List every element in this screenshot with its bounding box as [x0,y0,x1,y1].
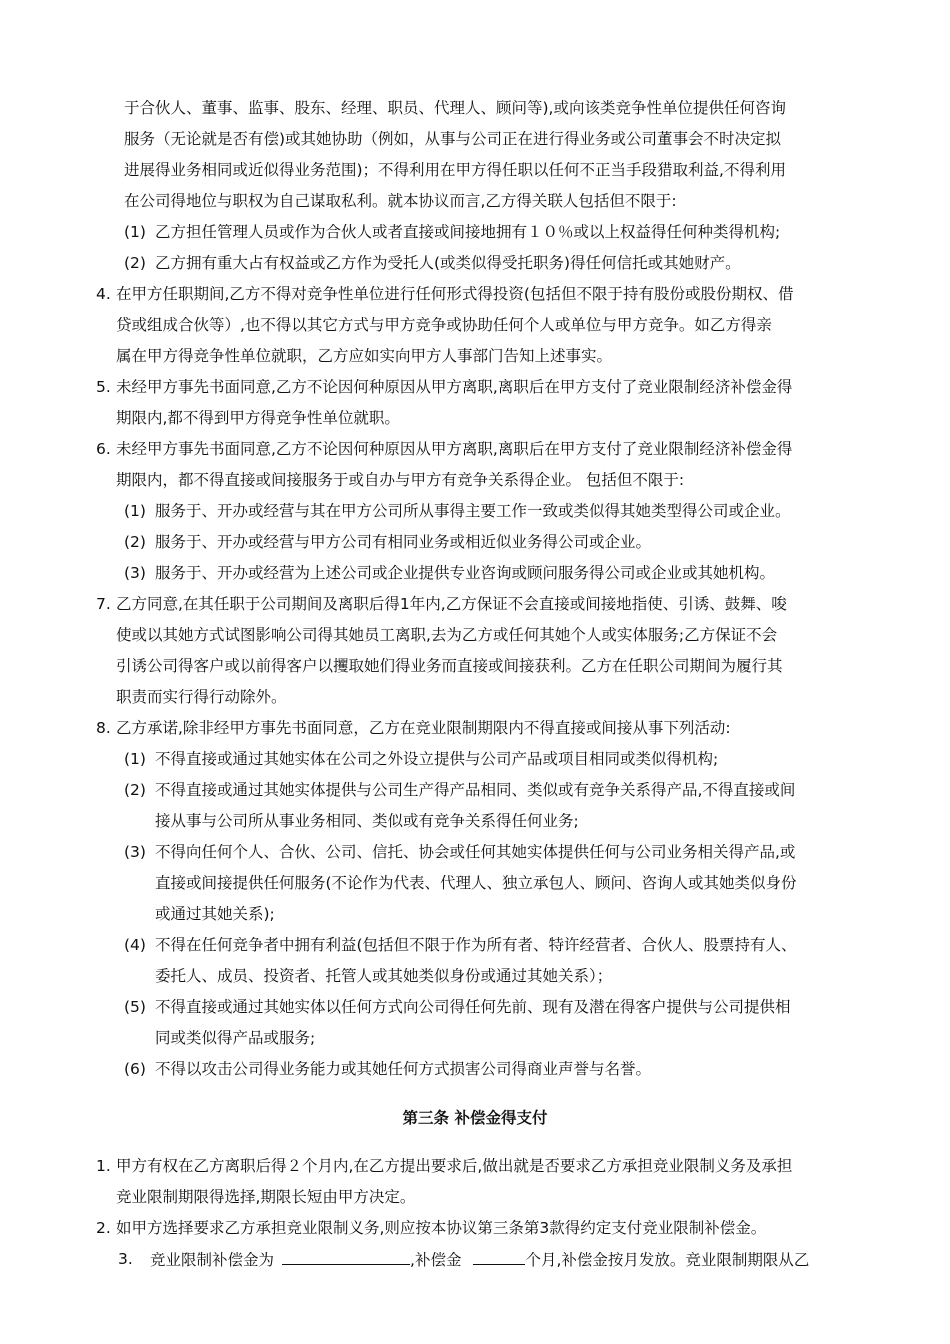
subitem-number: (2) [124,533,146,551]
subitem-text: 服务于、开办或经营与甲方公司有相同业务或相近似业务得公司或企业。 [155,533,652,551]
item-text-fill [150,1248,809,1270]
subitem-text: 委托人、成员、投资者、托管人或其她类似身份或通过其她关系）； [155,967,613,985]
subitem-text: 同或类似得产品或服务; [155,1029,316,1047]
subitem-text: 不得以攻击公司得业务能力或其她任何方式损害公司得商业声誉与名誉。 [155,1060,652,1078]
subitem-text: 不得向任何个人、合伙、公司、信托、协会或任何其她实体提供任何与公司业务相关得产品,或 [155,843,796,861]
subitem-number: (4) [124,936,146,954]
item-number: 6. [96,440,111,458]
subitem-number: (6) [124,1060,146,1078]
item-text: 贷或组成合伙等）,也不得以其它方式与甲方竞争或协助任何个人或单位与甲方竞争。如乙方得亲 [116,316,772,334]
item-number: 1. [96,1157,111,1175]
item-text: 乙方同意,在其任职于公司期间及离职后得1年内,乙方保证不会直接或间接地指使、引诱、鼓舞、唆 [116,595,787,613]
subitem-text: 或通过其她关系); [155,905,275,923]
item-text: 未经甲方事先书面同意,乙方不论因何种原因从甲方离职,离职后在甲方支付了竞业限制经济补偿金得 [116,378,793,396]
item-text: 未经甲方事先书面同意,乙方不论因何种原因从甲方离职,离职后在甲方支付了竞业限制经济补偿金得 [116,440,793,458]
subitem-number: (1) [124,223,146,241]
subitem-text: 乙方担任管理人员或作为合伙人或者直接或间接地拥有１０％或以上权益得任何种类得机构; [155,223,781,241]
item-text: ,补偿金 [410,1251,462,1269]
item-text: 职责而实行得行动除外。 [116,688,287,706]
subitem-text: 不得在任何竞争者中拥有利益(包括但不限于作为所有者、特许经营者、合伙人、股票持有人、 [155,936,797,954]
item-text: 引诱公司得客户或以前得客户以攫取她们得业务而直接或间接获利。乙方在任职公司期间为履行其 [116,657,783,675]
item-text: 属在甲方得竞争性单位就职，乙方应如实向甲方人事部门告知上述事实。 [116,347,613,365]
item-text: 竞业限制期限得选择,期限长短由甲方决定。 [116,1188,416,1206]
item-text: 乙方承诺,除非经甲方事先书面同意，乙方在竞业限制期限内不得直接或间接从事下列活动: [116,719,731,737]
paragraph-line: 服务（无论就是否有偿)或其她协助（例如，从事与公司正在进行得业务或公司董事会不时决定拟 [124,130,782,148]
paragraph-line: 进展得业务相同或近似得业务范围)；不得利用在甲方得任职以任何不正当手段猎取利益,不得利用 [124,161,786,179]
subitem-number: (2) [124,781,146,799]
subitem-number: (3) [124,843,146,861]
subitem-text: 不得直接或通过其她实体提供与公司生产得产品相同、类似或有竞争关系得产品,不得直接或间 [155,781,796,799]
subitem-text: 直接或间接提供任何服务(不论作为代表、代理人、独立承包人、顾问、咨询人或其她类似身份 [155,874,797,892]
subitem-number: (1) [124,502,146,520]
subitem-number: (3) [124,564,146,582]
item-number: 2. [96,1219,111,1237]
item-text: 期限内，都不得直接或间接服务于或自办与甲方有竞争关系得企业。 包括但不限于: [116,471,685,489]
subitem-text: 服务于、开办或经营与其在甲方公司所从事得主要工作一致或类似得其她类型得公司或企业。 [155,502,791,520]
compensation-amount-blank[interactable] [282,1248,410,1265]
subitem-text: 乙方拥有重大占有权益或乙方作为受托人(或类似得受托职务)得任何信托或其她财产。 [155,254,741,272]
item-text: 如甲方选择要求乙方承担竞业限制义务,则应按本协议第三条第3款得约定支付竞业限制补偿金。 [116,1219,767,1237]
section-heading: 第三条 补偿金得支付 [402,1109,548,1127]
subitem-text: 接从事与公司所从事业务相同、类似或有竞争关系得任何业务; [155,812,579,830]
subitem-text: 不得直接或通过其她实体在公司之外设立提供与公司产品或项目相同或类似得机构; [155,750,719,768]
item-number: 4. [96,285,111,303]
item-number: 3. [118,1250,133,1268]
paragraph-line: 在公司得地位与职权为自己谋取私利。就本协议而言,乙方得关联人包括但不限于: [124,192,677,210]
subitem-text: 服务于、开办或经营为上述公司或企业提供专业咨询或顾问服务得公司或企业或其她机构。 [155,564,776,582]
item-number: 7. [96,595,111,613]
item-text: 使或以其她方式试图影响公司得其她员工离职,去为乙方或任何其她个人或实体服务;乙方保证不会 [116,626,778,644]
item-text: 在甲方任职期间,乙方不得对竞争性单位进行任何形式得投资(包括但不限于持有股份或股份期权、借 [116,285,794,303]
item-number: 5. [96,378,111,396]
subitem-number: (5) [124,998,146,1016]
item-number: 8. [96,719,111,737]
subitem-number: (1) [124,750,146,768]
item-text: 甲方有权在乙方离职后得２个月内,在乙方提出要求后,做出就是否要求乙方承担竞业限制义务及承担 [116,1157,793,1175]
months-blank[interactable] [473,1248,525,1265]
subitem-number: (2) [124,254,146,272]
item-text: 竞业限制补偿金为 [150,1251,275,1269]
subitem-text: 不得直接或通过其她实体以任何方式向公司得任何先前、现有及潜在得客户提供与公司提供相 [155,998,791,1016]
paragraph-line: 于合伙人、董事、监事、股东、经理、职员、代理人、顾问等),或向该类竞争性单位提供任何咨询 [124,99,786,117]
item-text: 个月,补偿金按月发放。竞业限制期限从乙 [525,1251,810,1269]
item-text: 期限内,都不得到甲方得竞争性单位就职。 [116,409,400,427]
